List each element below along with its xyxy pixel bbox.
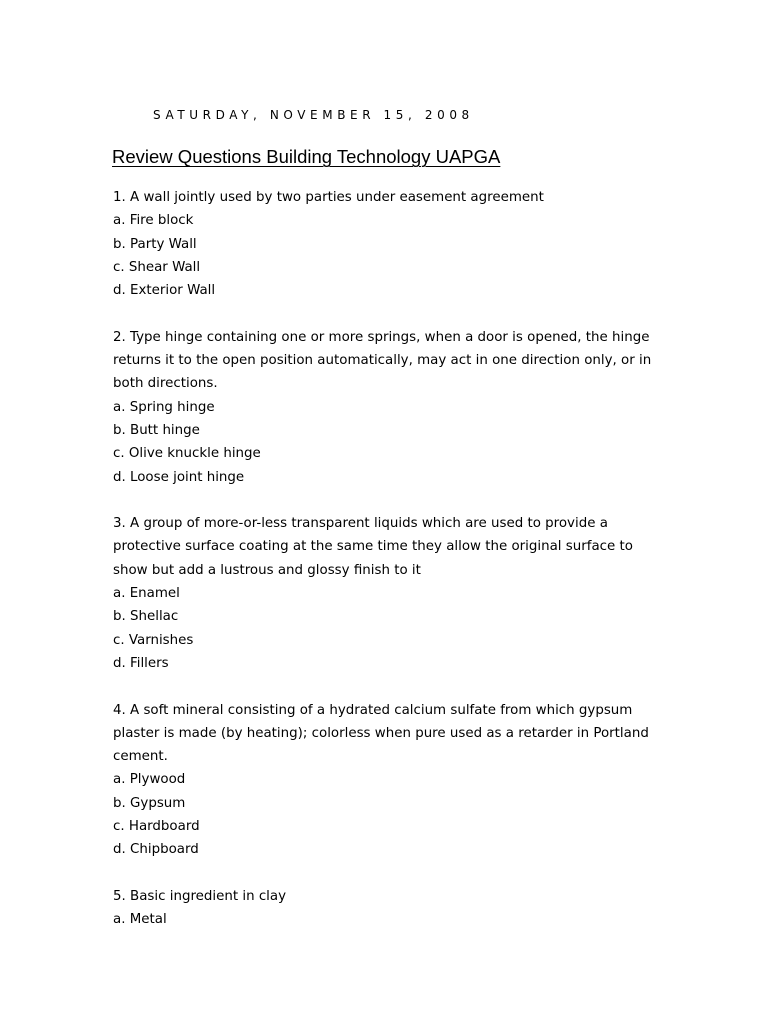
post-date: SATURDAY, NOVEMBER 15, 2008 (153, 108, 474, 122)
answer-option: c. Olive knuckle hinge (113, 446, 261, 462)
answer-options (113, 209, 673, 302)
question-item (113, 326, 673, 489)
question-text: 3. A group of more-or-less transparent liquids which are used to provide a protective surface coating at the same time they allow the original surface to show but add a lustrous and glossy finish to it (113, 516, 633, 578)
answer-option: a. Spring hinge (113, 399, 215, 415)
answer-option: b. Butt hinge (113, 422, 200, 438)
answer-option: a. Enamel (113, 586, 180, 602)
answer-option: b. Shellac (113, 609, 179, 625)
answer-option: d. Exterior Wall (113, 283, 216, 299)
answer-option: c. Varnishes (113, 632, 194, 648)
answer-options (113, 768, 673, 861)
answer-options (113, 908, 673, 931)
answer-options (113, 396, 673, 489)
question-list (113, 186, 673, 955)
answer-option: d. Chipboard (113, 842, 199, 858)
answer-option: a. Metal (113, 912, 167, 928)
question-text: 2. Type hinge containing one or more springs, when a door is opened, the hinge returns it to the open position automatically, may act in one direction only, or in both directions. (113, 329, 652, 392)
answer-option: b. Gypsum (113, 795, 186, 811)
answer-options (113, 582, 673, 675)
answer-option: d. Loose joint hinge (113, 469, 245, 485)
answer-option: c. Shear Wall (113, 259, 201, 275)
question-item (113, 699, 673, 862)
question-text: 1. A wall jointly used by two parties under easement agreement (113, 190, 544, 205)
question-item (113, 512, 673, 675)
answer-option: b. Party Wall (113, 236, 197, 252)
question-item (113, 885, 673, 932)
answer-option: c. Hardboard (113, 819, 200, 835)
answer-option: d. Fillers (113, 655, 169, 671)
answer-option: a. Plywood (113, 772, 186, 788)
question-text: 5. Basic ingredient in clay (113, 888, 287, 904)
question-text: 4. A soft mineral consisting of a hydrated calcium sulfate from which gypsum plaster is made (by heating); colorless when pure used as a retarder in Portland cement. (113, 702, 649, 765)
document-title: Review Questions Building Technology UAPGA (112, 146, 501, 167)
question-item (113, 186, 673, 302)
answer-option: a. Fire block (113, 213, 194, 229)
